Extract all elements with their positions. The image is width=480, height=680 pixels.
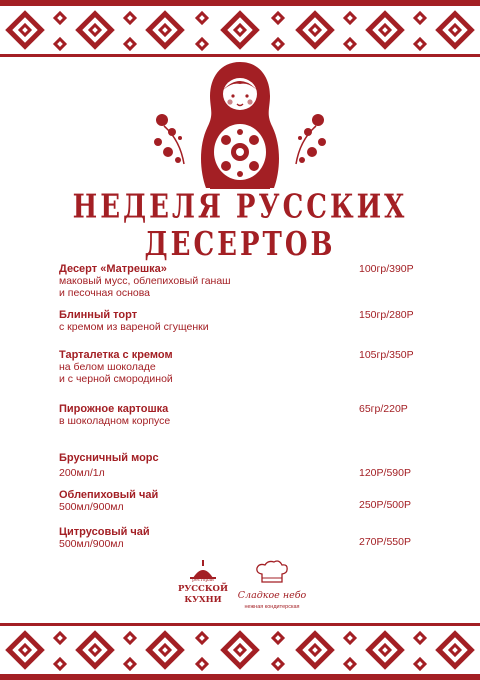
- menu-item-name: Тарталетка с кремом: [59, 349, 173, 361]
- menu-item: [59, 452, 439, 479]
- menu-item-name: Брусничный морс: [59, 452, 159, 464]
- menu-item-desc: с кремом из вареной сгущенки: [59, 321, 209, 333]
- menu-item-price: 65гр/220Р: [359, 403, 408, 415]
- menu-item-desc: 500мл/900мл: [59, 501, 124, 513]
- menu-item: [59, 526, 439, 550]
- rk-line2: КУХНИ: [184, 595, 222, 605]
- sladkoe-nebo-logo: [232, 560, 312, 616]
- page-title: НЕДЕЛЯ РУССКИХ ДЕСЕРТОВ: [72, 188, 408, 264]
- chef-hat-icon: [232, 560, 312, 588]
- menu-item-price: 270Р/550Р: [359, 536, 411, 548]
- menu-item-name: Облепиховый чай: [59, 489, 159, 501]
- menu-item-desc: и с черной смородиной: [59, 373, 173, 385]
- menu-item-desc: на белом шоколаде: [59, 361, 156, 373]
- rk-small-text: ресторан: [192, 578, 214, 583]
- matryoshka-illustration: [150, 60, 330, 195]
- footer-logos: [0, 560, 480, 620]
- menu-item: [59, 349, 439, 385]
- bottom-ornament-border: [0, 618, 480, 680]
- menu-item-name: Блинный торт: [59, 309, 138, 321]
- menu-item: [59, 309, 439, 333]
- menu-item: [59, 489, 439, 513]
- menu-item-price: 250Р/500Р: [359, 499, 411, 511]
- menu-item-desc: 200мл/1л: [59, 467, 105, 479]
- menu-item-name: Цитрусовый чай: [59, 526, 150, 538]
- sn-name: Сладкое небо: [237, 590, 307, 601]
- sn-subtitle: нежная кондитерская: [244, 604, 300, 610]
- menu-item-desc: 500мл/900мл: [59, 538, 124, 550]
- menu-item-desc: и песочная основа: [59, 287, 151, 299]
- menu-item-desc: в шоколадном корпусе: [59, 415, 171, 427]
- menu-item-name: Пирожное картошка: [59, 403, 169, 415]
- menu-item: [59, 403, 439, 427]
- rk-line1: РУССКОЙ: [178, 584, 228, 594]
- menu-item-name: Десерт «Матрешка»: [59, 263, 167, 275]
- top-ornament-border: [0, 0, 480, 62]
- dome-icon: [178, 560, 228, 580]
- menu-item-desc: маковый мусс, облепиховый ганаш: [59, 275, 231, 287]
- menu-item-price: 120Р/590Р: [359, 467, 411, 479]
- menu-item-price: 100гр/390Р: [359, 263, 414, 275]
- russkoy-kukhni-logo: [178, 560, 228, 616]
- menu-item-price: 150гр/280Р: [359, 309, 414, 321]
- menu-item: [59, 263, 439, 299]
- menu-item-price: 105гр/350Р: [359, 349, 414, 361]
